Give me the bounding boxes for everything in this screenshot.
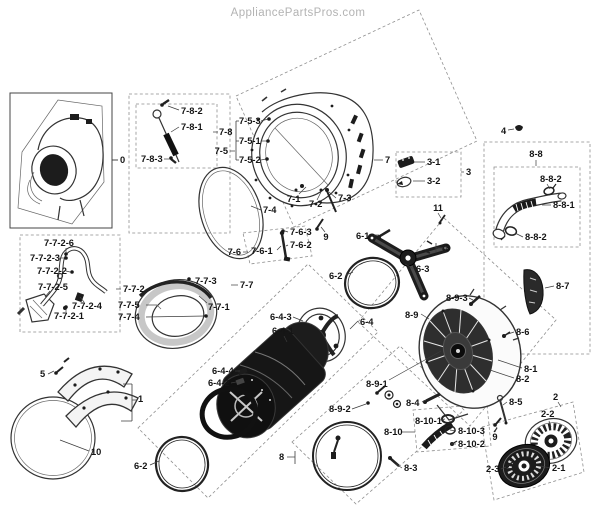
part-label-7-7-5: 7-7-5 [118,300,140,310]
spider-6-3 [315,215,450,313]
part-label-8-8-1: 8-8-1 [553,200,575,210]
part-label-7: 7 [385,155,391,165]
part-label-7-5-1: 7-5-1 [239,136,261,146]
part-label-7-6-3: 7-6-3 [290,227,312,237]
part-label-8-10-1: 8-10-1 [415,416,442,426]
rear-tub-8-9 [375,281,536,466]
watermark-title: AppliancePartsPros.com [230,7,366,19]
part-label-6-4-4: 6-4-4 [212,366,234,376]
part-label-7-2: 7-2 [309,199,323,209]
bullet-7-7-2-3 [64,256,68,260]
part-label-7-7-2-1: 7-7-2-1 [54,311,84,321]
part-label-7-4: 7-4 [263,205,277,215]
part-label-7-7-2-5: 7-7-2-5 [38,282,68,292]
part-label-2-3: 2-3 [486,464,500,474]
leader-8-7 [545,286,554,288]
part-label-7-6-2: 7-6-2 [290,240,312,250]
part-label-8-9-3: 8-9-3 [446,293,468,303]
part-label-3: 3 [466,167,472,177]
bullet-8-9-2 [366,401,370,405]
part-label-8-9-1: 8-9-1 [366,379,388,389]
part-label-7-5-2: 7-5-2 [239,155,261,165]
clip-4 [515,125,523,131]
part-label-7-7-2-2: 7-7-2-2 [37,266,67,276]
leader-7-6-2 [286,245,288,246]
part-label-9: 9 [323,232,329,242]
leader-8-9-2 [352,404,366,409]
part-label-7-6: 7-6 [227,247,241,257]
part-label-7-8-3: 7-8-3 [141,154,163,164]
part-label-7-6-1: 7-6-1 [251,246,273,256]
part-label-7-7-3: 7-7-3 [195,276,217,286]
part-label-2-2: 2-2 [541,409,555,419]
part-label-8-1: 8-1 [524,364,538,374]
seal-6-2-front [152,433,213,495]
part-label-8-4: 8-4 [406,398,420,408]
bullet-7-5-1 [266,139,270,143]
part-label-7-5-3: 7-5-3 [239,116,261,126]
part-label-7-7: 7-7 [240,280,254,290]
front-tub-7 [240,89,373,216]
part-label-7-7-2: 7-7-2 [123,284,145,294]
part-label-3-1: 3-1 [427,157,441,167]
part-label-8-8: 8-8 [529,149,543,159]
part-label-4: 4 [501,126,507,136]
part-label-6-4-3: 6-4-3 [270,312,292,322]
leader-7-6-1 [277,246,281,250]
part-label-7-7-2-3: 7-7-2-3 [30,253,60,263]
part-label-3-2: 3-2 [427,176,441,186]
counterweights-1 [54,358,138,427]
part-label-7-7-2-6: 7-7-2-6 [44,238,74,248]
part-label-8-9-2: 8-9-2 [329,404,351,414]
seal-8 [295,422,381,490]
bullet-7-7-2-6 [64,252,68,256]
part-label-7-8-1: 7-8-1 [181,122,203,132]
leader-6-4 [350,321,358,329]
part-label-7-3: 7-3 [338,193,352,203]
part-label-6: 6 [445,243,451,253]
leader-11 [438,213,441,218]
leader-7-8-1 [171,127,179,132]
part-label-6-2: 6-2 [329,271,343,281]
part-label-11: 11 [433,203,443,213]
part-label-7-7-4: 7-7-4 [118,312,140,322]
bullet-7-7-3 [187,277,191,281]
part-label-8-10-2: 8-10-2 [458,439,485,449]
bullet-7-7-2-2 [70,270,74,274]
part-label-8-10: 8-10 [384,427,403,437]
part-label-5: 5 [40,369,46,379]
part-label-7-7-1: 7-7-1 [208,302,230,312]
part-label-8-7: 8-7 [556,281,570,291]
part-label-7-7-2-4: 7-7-2-4 [72,301,102,311]
part-label-10: 10 [91,447,102,457]
part-label-7-8-2: 7-8-2 [181,106,203,116]
part-label-8-3: 8-3 [404,463,418,473]
part-label-2: 2 [553,392,559,402]
part-label-6-4: 6-4 [360,317,374,327]
leader-6-2 [150,461,159,465]
bullet-7-7-2-1 [64,305,68,309]
part-label-7-5: 7-5 [214,146,228,156]
part-label-8-8-2: 8-8-2 [540,174,562,184]
tub-assembly-0 [10,93,118,228]
leader-5 [48,371,54,374]
part-label-8-9: 8-9 [405,310,419,320]
part-label-0: 0 [120,155,126,165]
clamp-7-6 [280,231,291,262]
leader-8-5 [503,402,507,405]
part-label-6-3: 6-3 [416,264,430,274]
leader-7-4 [251,206,261,210]
part-label-6-4-2: 6-4-2 [208,378,230,388]
part-label-1: 1 [138,394,144,404]
leader-4 [508,129,514,130]
part-label-8-2: 8-2 [516,374,530,384]
part-label-8-5: 8-5 [509,397,523,407]
bullet-7-5-2 [265,157,269,161]
leader-7-6-3 [285,231,288,232]
leader-8-8-2 [515,233,523,237]
part-label-2-1: 2-1 [552,463,566,473]
part-label-6-4-1: 6-4-1 [272,326,294,336]
bullet-7-6-3 [281,229,285,233]
part-label-7-8: 7-8 [219,127,233,137]
part-label-9: 9 [492,432,498,442]
leader-7-8-2 [168,106,179,110]
part-label-8-8-2: 8-8-2 [525,232,547,242]
part-label-8: 8 [279,452,285,462]
part-label-8-10-3: 8-10-3 [458,426,485,436]
part-label-7-1: 7-1 [287,194,301,204]
leader-10 [60,440,89,451]
bullet-7-5-3 [267,117,271,121]
part-label-6-2: 6-2 [134,461,148,471]
leader-2 [558,402,561,407]
part-label-8-6: 8-6 [516,327,530,337]
part-label-6-1: 6-1 [356,231,370,241]
group-boxes [20,10,590,504]
bullet-7-7-4 [204,314,208,318]
